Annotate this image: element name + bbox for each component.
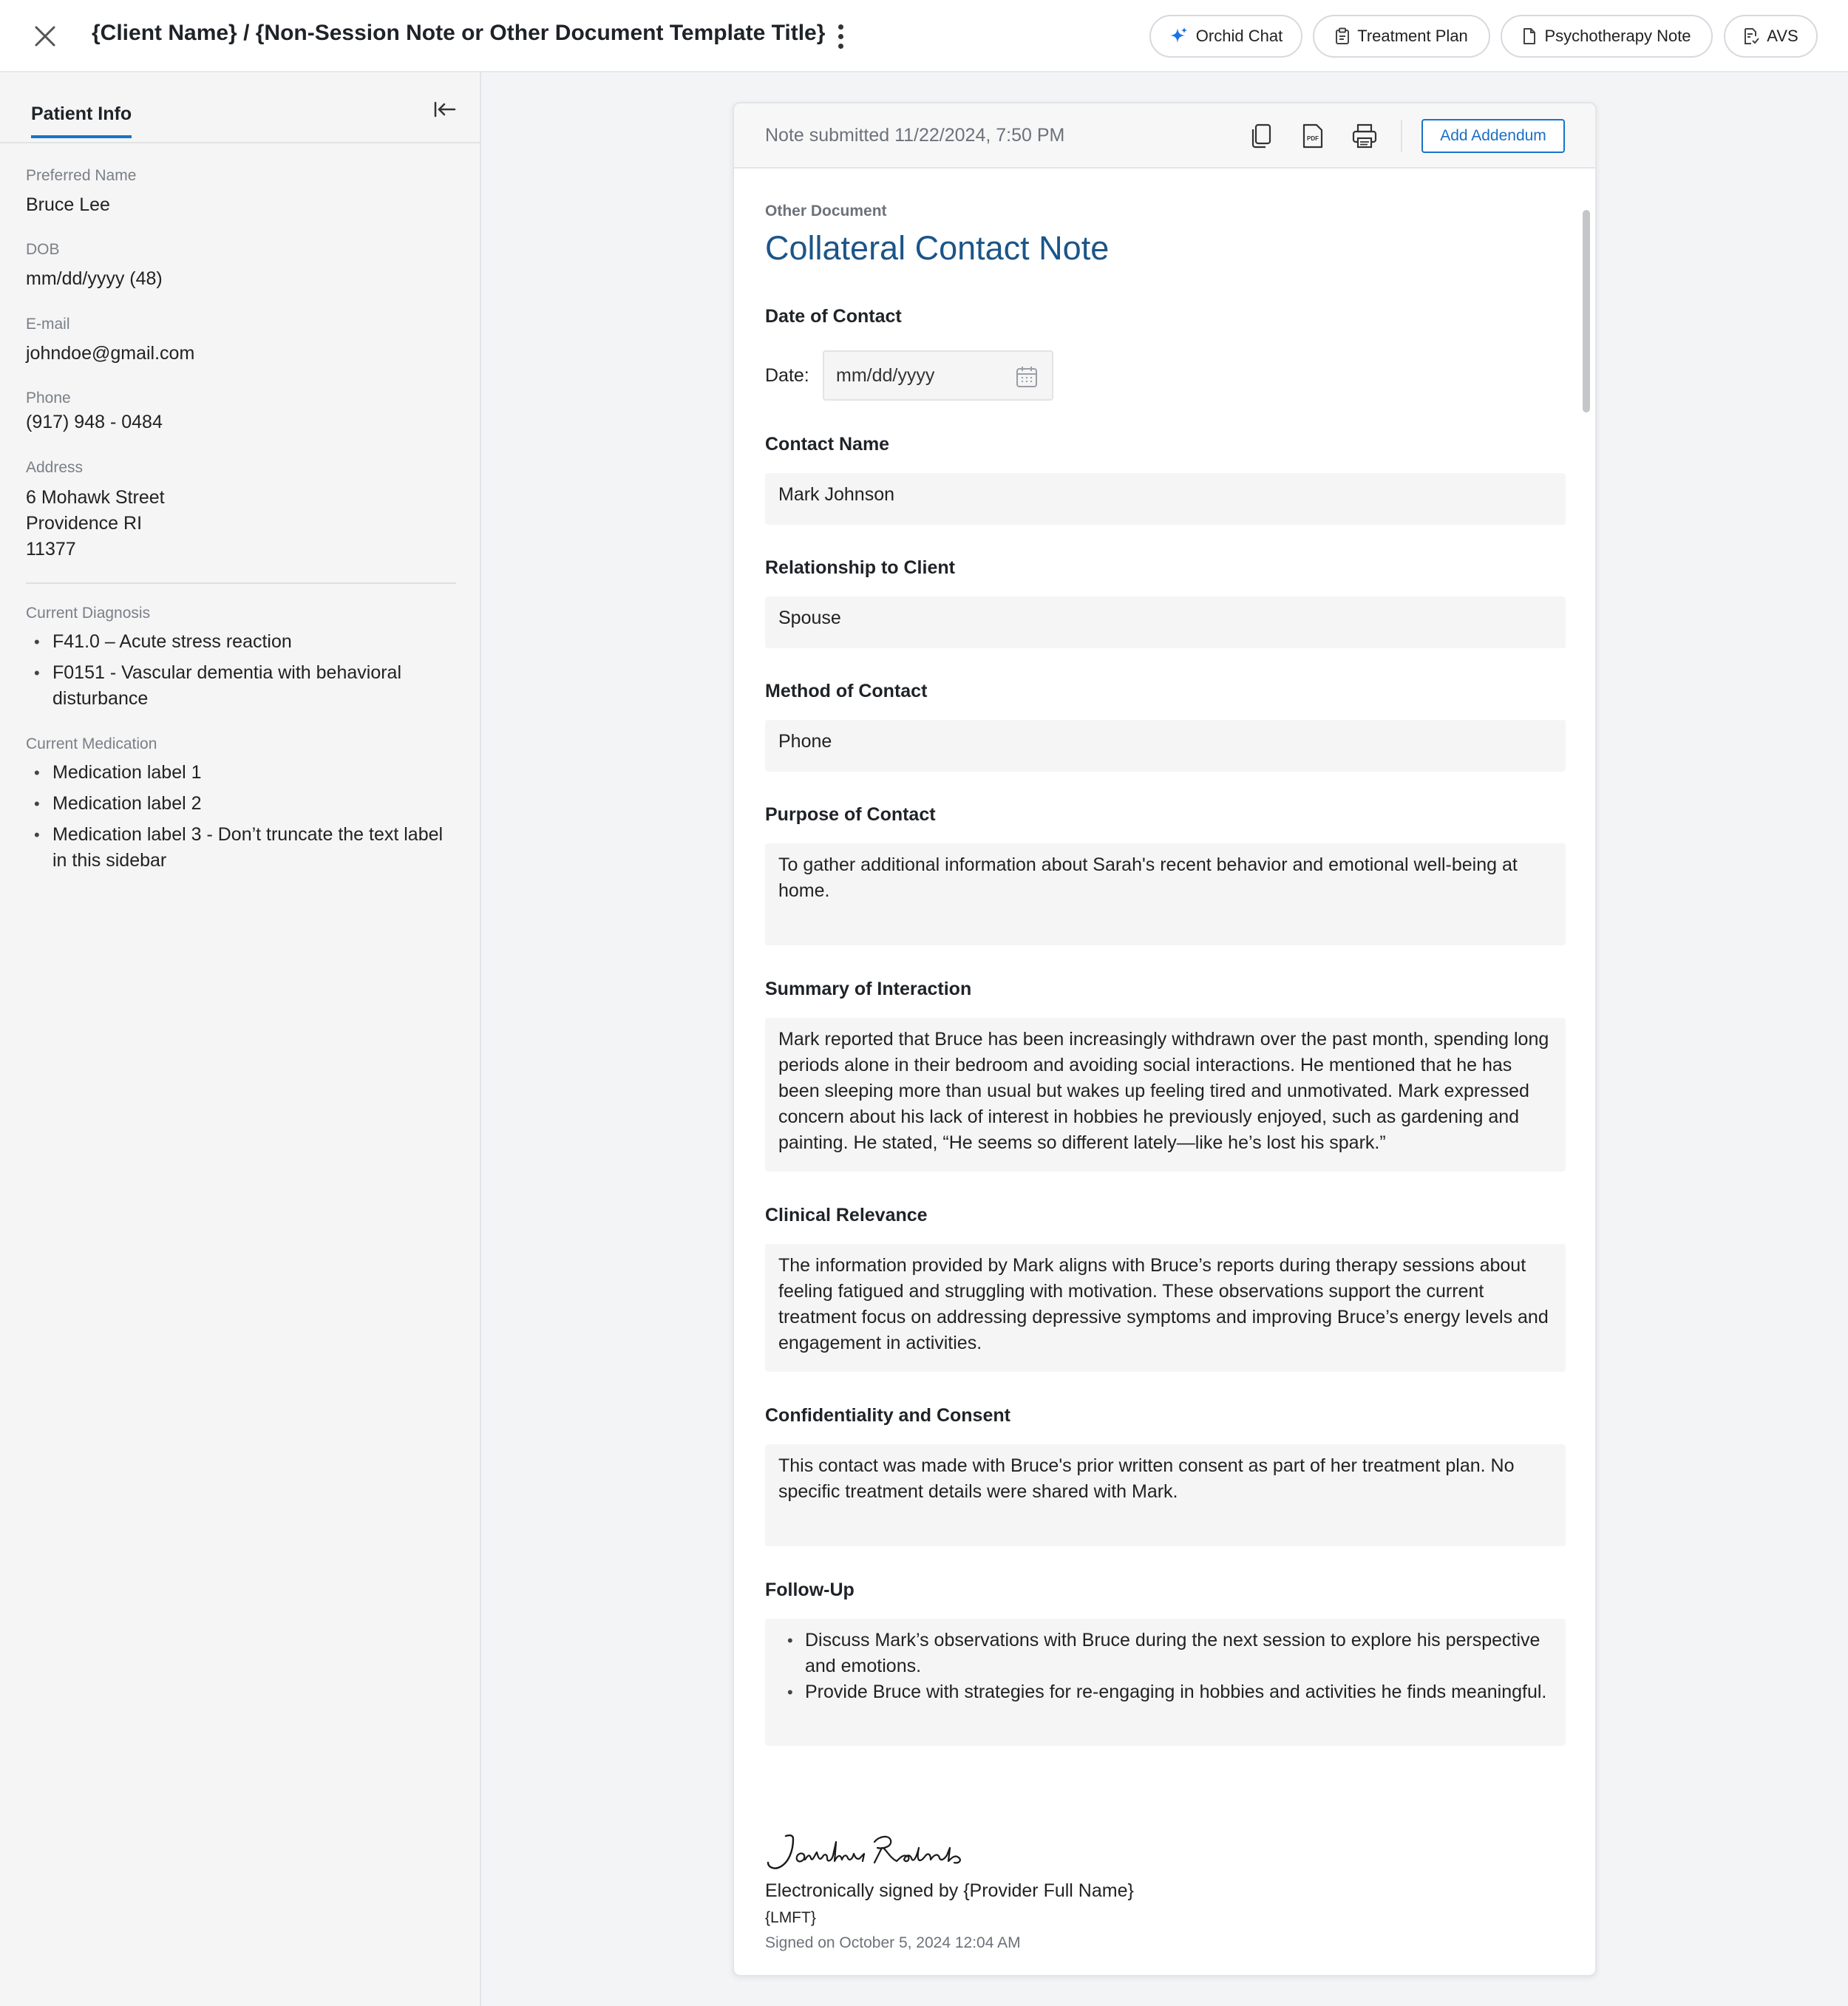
document-icon <box>1522 27 1537 45</box>
contact-name-label: Contact Name <box>765 434 890 455</box>
address-line: 11377 <box>26 539 76 560</box>
copy-button[interactable] <box>1245 120 1277 152</box>
dob-label: DOB <box>26 241 60 258</box>
scrollbar-thumb[interactable] <box>1583 210 1590 412</box>
sparkle-icon <box>1169 27 1189 46</box>
medication-item: • Medication label 3 - Don’t truncate the text label in this sidebar <box>33 822 446 874</box>
signed-on-timestamp: Signed on October 5, 2024 12:04 AM <box>765 1934 1021 1951</box>
confidentiality-consent-label: Confidentiality and Consent <box>765 1405 1010 1426</box>
psychotherapy-note-label: Psychotherapy Note <box>1544 27 1691 45</box>
follow-up-field[interactable] <box>765 1619 1566 1746</box>
submitted-status: Note submitted 11/22/2024, 7:50 PM <box>765 125 1065 146</box>
diagnosis-item: • F41.0 – Acute stress reaction <box>33 629 446 655</box>
date-field-label: Date: <box>765 365 809 386</box>
top-bar <box>0 0 1848 72</box>
confidentiality-consent-field[interactable]: This contact was made with Bruce's prior written consent as part of her treatment plan. No specific treatment details were shared with Mark. <box>765 1444 1566 1546</box>
add-addendum-button[interactable]: Add Addendum <box>1421 119 1565 153</box>
print-button[interactable] <box>1348 120 1381 152</box>
summary-of-interaction-label: Summary of Interaction <box>765 979 972 999</box>
clipboard-icon <box>1335 27 1350 45</box>
current-medication-label: Current Medication <box>26 735 157 752</box>
kebab-dot-icon <box>838 44 843 49</box>
address-label: Address <box>26 459 84 476</box>
purpose-of-contact-label: Purpose of Contact <box>765 804 936 825</box>
treatment-plan-button[interactable] <box>1313 15 1490 58</box>
clinical-relevance-label: Clinical Relevance <box>765 1205 928 1225</box>
phone-label: Phone <box>26 390 71 407</box>
patient-info-sidebar <box>0 72 481 2006</box>
purpose-of-contact-field[interactable]: To gather additional information about Sarah's recent behavior and emotional well-being at home. <box>765 843 1566 945</box>
method-of-contact-field[interactable]: Phone <box>765 720 1566 772</box>
address-value <box>26 485 165 562</box>
more-options-button[interactable] <box>823 18 857 55</box>
document-kind: Other Document <box>765 203 887 220</box>
collapse-left-icon <box>433 101 457 118</box>
toolbar-divider <box>1401 120 1402 152</box>
orchid-chat-button[interactable] <box>1149 15 1302 58</box>
pdf-icon <box>1301 123 1325 149</box>
avs-button[interactable] <box>1724 15 1818 58</box>
page-title: {Client Name} / {Non-Session Note or Other Document Template Title} <box>92 21 826 45</box>
medication-list <box>33 760 446 879</box>
email-value: johndoe@gmail.com <box>26 343 195 364</box>
printer-icon <box>1351 123 1378 149</box>
medication-item: • Medication label 1 <box>33 760 446 786</box>
treatment-plan-label: Treatment Plan <box>1357 27 1468 45</box>
kebab-dot-icon <box>838 24 843 30</box>
sidebar-divider <box>26 582 456 584</box>
relationship-field[interactable]: Spouse <box>765 596 1566 648</box>
dob-value: mm/dd/yyyy (48) <box>26 268 163 289</box>
preferred-name-label: Preferred Name <box>26 167 137 184</box>
email-label: E-mail <box>26 316 70 333</box>
relationship-label: Relationship to Client <box>765 557 955 578</box>
copy-icon <box>1249 123 1273 149</box>
preferred-name-value: Bruce Lee <box>26 194 110 215</box>
document-title: Collateral Contact Note <box>765 229 1110 267</box>
kebab-dot-icon <box>838 34 843 39</box>
follow-up-list <box>778 1628 1552 1705</box>
close-button[interactable] <box>28 19 62 53</box>
date-input[interactable] <box>823 350 1053 401</box>
follow-up-item: • Discuss Mark’s observations with Bruce during the next session to explore his perspective and emotions. <box>778 1628 1552 1679</box>
date-placeholder: mm/dd/yyyy <box>836 364 935 386</box>
contact-name-field[interactable]: Mark Johnson <box>765 473 1566 525</box>
method-of-contact-label: Method of Contact <box>765 681 928 701</box>
address-line: 6 Mohawk Street <box>26 487 165 508</box>
psychotherapy-note-button[interactable] <box>1501 15 1713 58</box>
note-toolbar <box>734 103 1595 169</box>
document-check-icon <box>1743 27 1759 45</box>
pdf-icon-text: PDF <box>1307 135 1319 142</box>
date-of-contact-label: Date of Contact <box>765 306 902 327</box>
provider-credential: {LMFT} <box>765 1909 816 1926</box>
collapse-sidebar-button[interactable] <box>430 95 460 124</box>
note-card <box>733 102 1597 1976</box>
summary-of-interaction-field[interactable]: Mark reported that Bruce has been increasingly withdrawn over the past month, spending long periods alone in their bedroom and avoiding social interactions. He mentioned that he has been sleeping more than usual but wakes up feeling tired and unmotivated. Mark expressed concern about his lack of interest in hobbies he previously enjoyed, such as gardening and painting. He stated, “He seems so different lately—like he’s lost his spark.” <box>765 1018 1566 1172</box>
address-line: Providence RI <box>26 513 143 534</box>
close-icon <box>33 24 57 48</box>
medication-item: • Medication label 2 <box>33 791 446 817</box>
clinical-relevance-field[interactable]: The information provided by Mark aligns with Bruce’s reports during therapy sessions about feeling fatigued and struggling with motivation. These observations support the current treatment focus on addressing depressive symptoms and improving Bruce’s energy levels and engagement in activities. <box>765 1244 1566 1372</box>
orchid-chat-label: Orchid Chat <box>1195 27 1283 45</box>
signed-by-text: Electronically signed by {Provider Full Name} <box>765 1880 1134 1901</box>
phone-value: (917) 948 - 0484 <box>26 412 163 432</box>
diagnosis-list <box>33 629 446 717</box>
calendar-icon[interactable] <box>1015 365 1039 389</box>
follow-up-item: • Provide Bruce with strategies for re-engaging in hobbies and activities he finds meaningful. <box>778 1679 1552 1705</box>
follow-up-label: Follow-Up <box>765 1580 855 1600</box>
current-diagnosis-label: Current Diagnosis <box>26 605 151 622</box>
sidebar-tabbar <box>0 72 480 143</box>
tab-patient-info[interactable]: Patient Info <box>31 103 132 138</box>
diagnosis-item: • F0151 - Vascular dementia with behavioral disturbance <box>33 660 446 712</box>
avs-label: AVS <box>1767 27 1798 45</box>
export-pdf-button[interactable] <box>1297 120 1329 152</box>
handwritten-signature <box>764 1826 985 1877</box>
